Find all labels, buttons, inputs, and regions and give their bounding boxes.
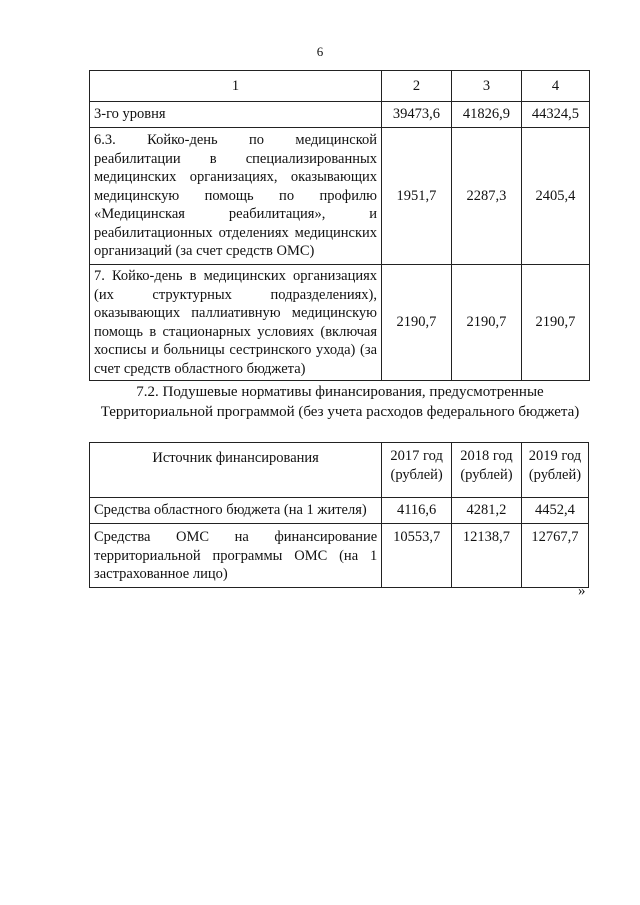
row-value-2019: 12767,7 [521,524,588,588]
header-year-label: 2017 год [390,448,443,464]
table-row [90,265,590,381]
row-value-2019: 2190,7 [521,265,589,381]
header-year-label: 2018 год [460,448,513,464]
table-row [90,524,589,588]
section-title-line-2: Территориальной программой (без учета расходов федерального бюджета) [100,404,580,420]
page-number: 6 [316,44,324,59]
row-value-2017: 39473,6 [382,102,452,128]
header-cell-4: 4 [521,71,589,102]
header-unit-label: (рублей) [460,466,513,483]
row-description: 6.3. Койко-день по медицинской реабилитации в специализированных медицинских организациях, оказывающих медицинскую помощь по профилю «Медицинская реабилитация», и реабилитационных отделениях медицинских организаций (за счет средств ОМС) [90,128,382,265]
row-value-2018: 41826,9 [451,102,521,128]
row-value-2018: 4281,2 [452,498,522,524]
per-capita-table [89,442,589,588]
row-value-2018: 2190,7 [451,265,521,381]
row-value-2019: 44324,5 [521,102,589,128]
section-title-line-1: 7.2. Подушевые нормативы финансирования, предусмотренные [136,384,544,400]
header-year-label: 2019 год [528,448,582,464]
table-row [90,128,590,265]
table-row [90,102,590,128]
header-cell-3: 3 [451,71,521,102]
header-cell-1: 1 [90,71,382,102]
row-value-2018: 2287,3 [451,128,521,265]
row-description: Средства ОМС на финансирование территориальной программы ОМС (на 1 застрахованное лицо) [90,524,382,588]
norms-table [89,70,590,381]
table-header-row [90,443,589,498]
table-row [90,498,589,524]
row-value-2019: 4452,4 [521,498,588,524]
closing-quote: » [578,583,586,599]
header-unit-label: (рублей) [528,466,582,483]
row-value-2019: 2405,4 [521,128,589,265]
row-description: Средства областного бюджета (на 1 жителя) [90,498,382,524]
header-cell-2: 2 [382,71,452,102]
header-year-2018 [452,443,522,498]
row-value-2018: 12138,7 [452,524,522,588]
table-header-row [90,71,590,102]
section-title [60,382,620,422]
row-value-2017: 2190,7 [382,265,452,381]
row-value-2017: 1951,7 [382,128,452,265]
header-year-2019 [521,443,588,498]
header-source: Источник финансирования [90,443,382,498]
row-description: 3-го уровня [90,102,382,128]
row-description: 7. Койко-день в медицинских организациях (их структурных подразделениях), оказывающих паллиативную медицинскую помощь в стационарных условиях (включая хосписы и больницы сестринского ухода) (за счет средств областного бюджета) [90,265,382,381]
header-year-2017 [382,443,452,498]
row-value-2017: 10553,7 [382,524,452,588]
header-unit-label: (рублей) [390,466,443,483]
row-value-2017: 4116,6 [382,498,452,524]
